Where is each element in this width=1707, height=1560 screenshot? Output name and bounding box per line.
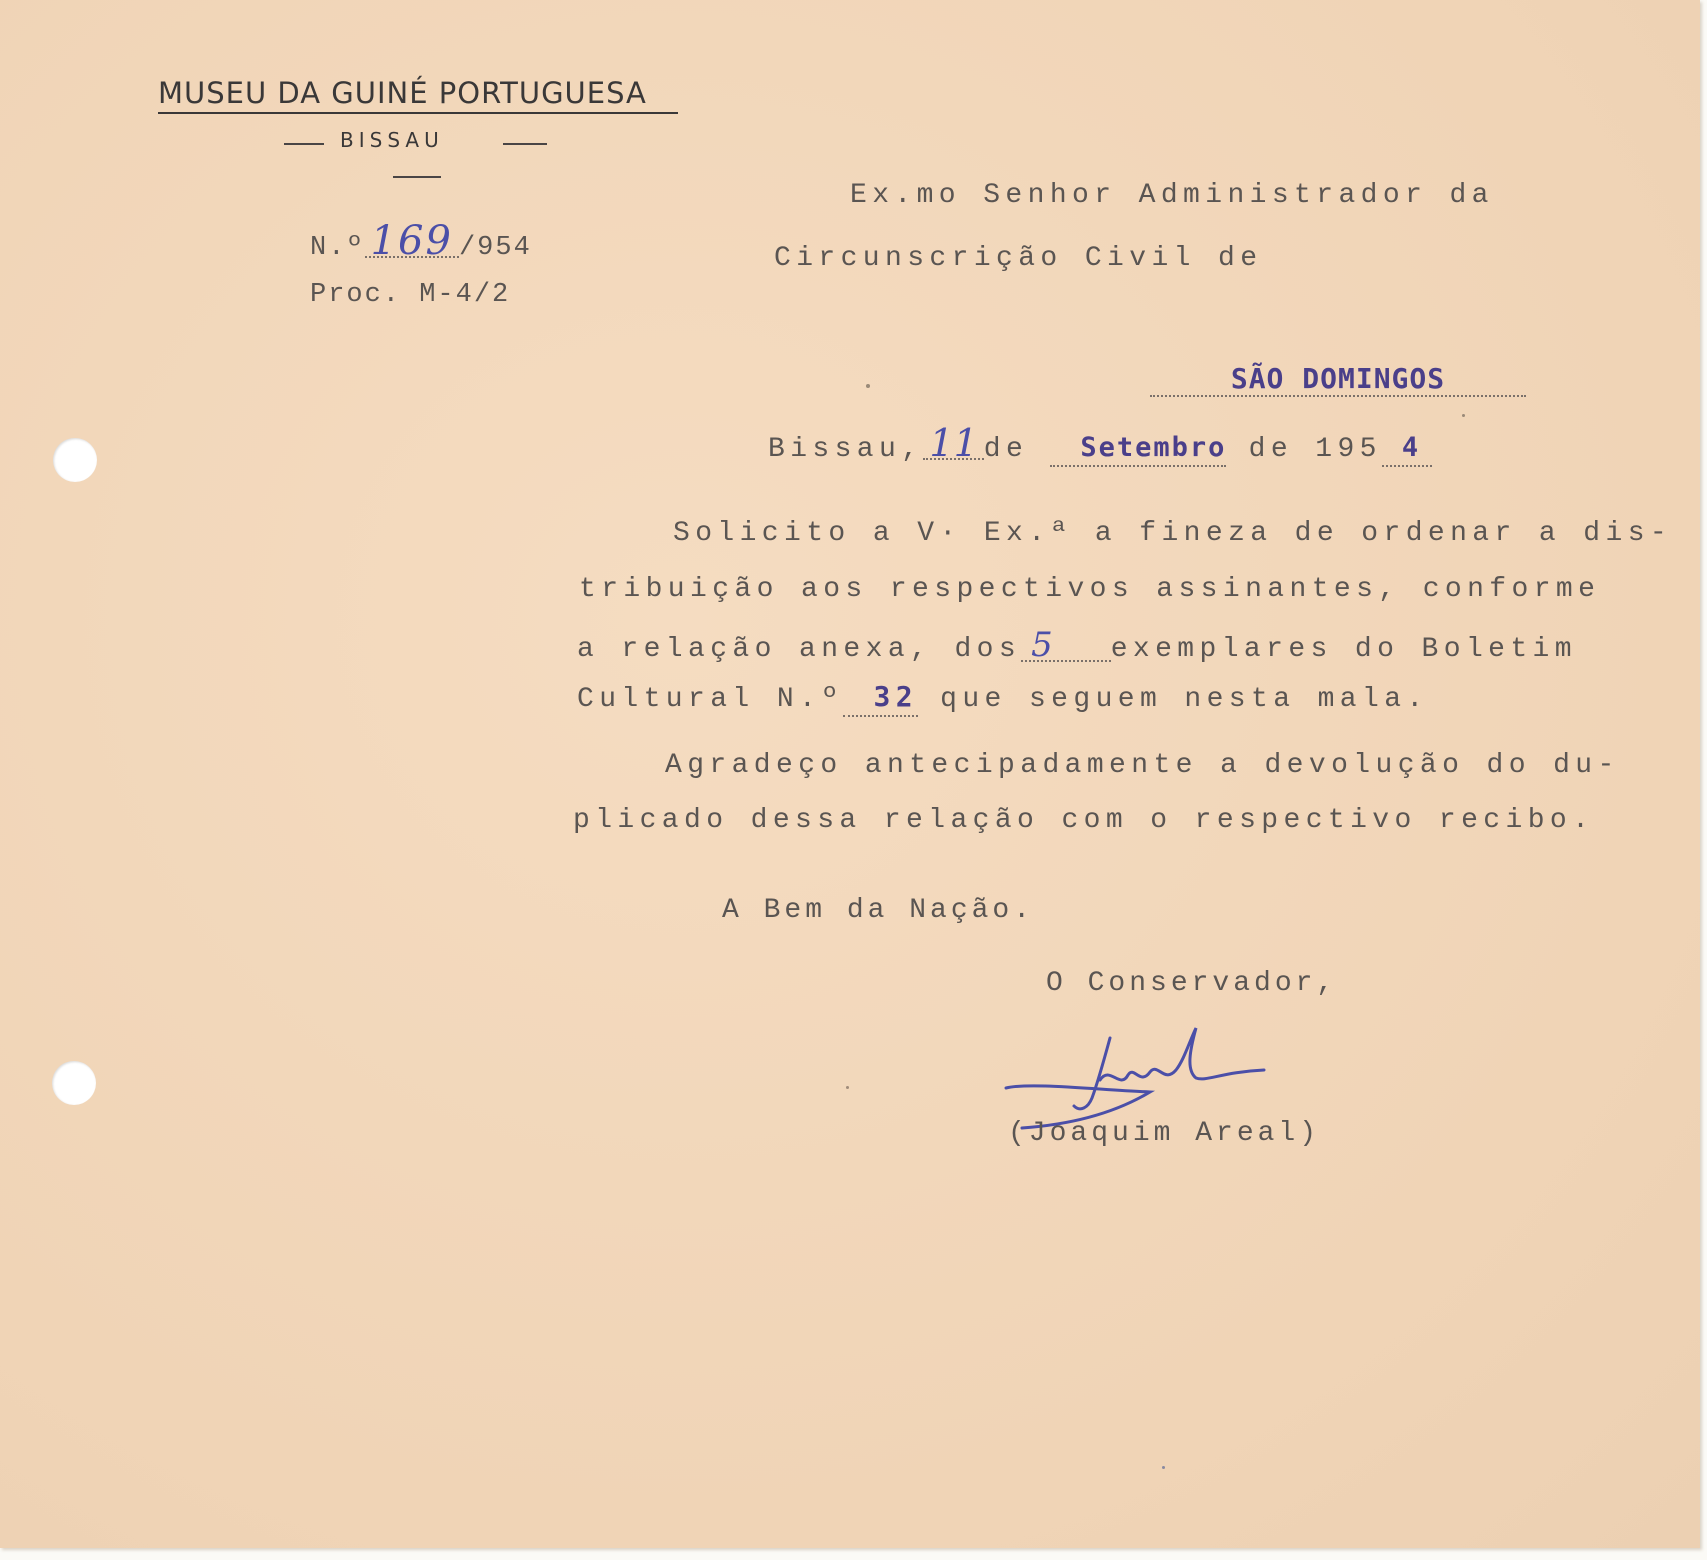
paper-speck bbox=[866, 384, 870, 388]
punch-hole-bottom bbox=[52, 1061, 96, 1105]
body-issue-field bbox=[843, 680, 918, 717]
signature-stroke-name bbox=[1100, 1028, 1264, 1080]
body-p1-line-2: tribuição aos respectivos assinantes, conforme bbox=[579, 574, 1601, 605]
letterhead-institution: MUSEU DA GUINÉ PORTUGUESA bbox=[158, 76, 678, 114]
date-de-1: de bbox=[983, 434, 1029, 465]
reference-number bbox=[310, 218, 532, 264]
body-p1-line-4 bbox=[577, 680, 1429, 717]
date-line bbox=[768, 421, 1432, 467]
closing-name: (Joaquim Areal) bbox=[1008, 1118, 1321, 1149]
date-year-field bbox=[1382, 432, 1432, 467]
body-p2-line-2: plicado dessa relação com o respectivo recibo. bbox=[573, 805, 1595, 836]
paper-speck bbox=[846, 1086, 849, 1089]
body-issue-stamp: 32 bbox=[873, 680, 918, 713]
letterhead-rule-right bbox=[503, 143, 547, 145]
date-de-2: de bbox=[1248, 434, 1294, 465]
letterhead-city: BISSAU bbox=[340, 128, 444, 152]
body-p1-line-4-b: que seguem nesta mala. bbox=[940, 684, 1429, 715]
reference-number-handwritten: 169 bbox=[365, 226, 459, 258]
reference-year: /954 bbox=[458, 233, 532, 263]
signature-stroke-initial bbox=[1074, 1038, 1110, 1109]
date-year-prefix: 195 bbox=[1315, 434, 1382, 465]
date-city: Bissau, bbox=[768, 434, 924, 465]
body-p1-line-3 bbox=[577, 625, 1577, 665]
letterhead-short-rule bbox=[393, 176, 441, 178]
process-reference: Proc. M-4/2 bbox=[310, 280, 511, 310]
addressee-place-stamp: SÃO DOMINGOS bbox=[1230, 362, 1446, 395]
paper-speck bbox=[1162, 1466, 1165, 1469]
body-p1-line-3-b: exemplares do Boletim bbox=[1110, 634, 1577, 665]
body-p1-line-4-a: Cultural N.º bbox=[577, 684, 844, 715]
letterhead-rule-left bbox=[284, 143, 324, 145]
addressee-line-2: Circunscrição Civil de bbox=[774, 243, 1263, 274]
addressee-place-field bbox=[1150, 362, 1526, 397]
date-month-stamp: Setembro bbox=[1080, 432, 1227, 463]
addressee-line-1: Ex.mo Senhor Administrador da bbox=[850, 180, 1494, 211]
date-day-handwritten: 11 bbox=[923, 428, 983, 460]
date-month-field bbox=[1050, 432, 1226, 467]
body-copies-handwritten: 5 bbox=[1021, 630, 1111, 662]
reference-number-prefix: N.º bbox=[310, 233, 365, 263]
body-p2-line-1: Agradeço antecipadamente a devolução do du- bbox=[665, 750, 1620, 781]
paper-speck bbox=[1462, 414, 1465, 417]
closing-role: O Conservador, bbox=[1046, 968, 1338, 999]
punch-hole-top bbox=[53, 438, 97, 482]
body-p1-line-1: Solicito a V· Ex.ª a fineza de ordenar a dis- bbox=[673, 518, 1673, 549]
body-p1-line-3-a: a relação anexa, dos bbox=[577, 634, 1022, 665]
closing-salutation: A Bem da Nação. bbox=[722, 895, 1035, 926]
date-year-suffix-stamp: 4 bbox=[1401, 432, 1424, 463]
